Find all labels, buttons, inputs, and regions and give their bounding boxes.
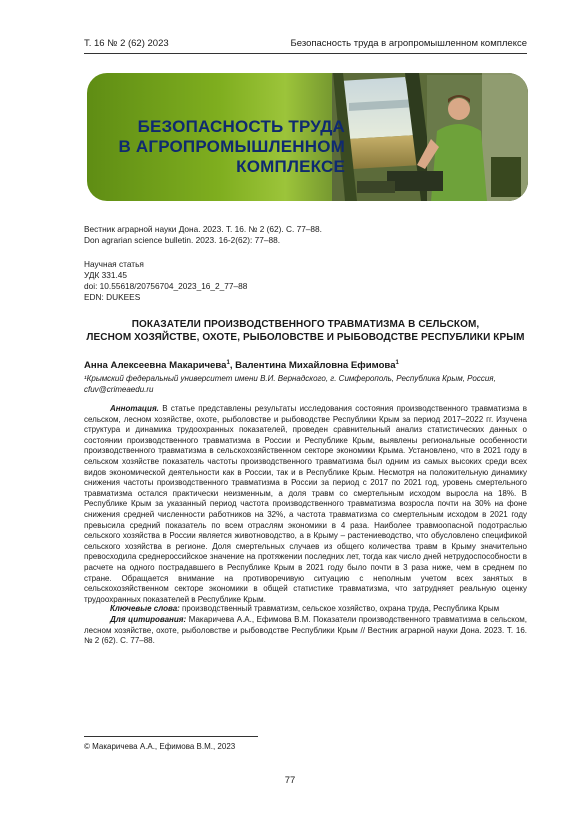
bulletin-reference (84, 224, 322, 246)
abstract-label: Аннотация. (110, 404, 159, 413)
banner-title-line: КОМПЛЕКСЕ (236, 157, 345, 176)
author-list (84, 360, 399, 371)
keywords-label: Ключевые слова: (110, 604, 180, 613)
udk-code: УДК 331.45 (84, 270, 128, 280)
section-banner (87, 73, 528, 201)
article-title-line: ЛЕСНОМ ХОЗЯЙСТВЕ, ОХОТЕ, РЫБОЛОВСТВЕ И РЫБОВОДСТВЕ РЕСПУБЛИКИ КРЫМ (86, 332, 525, 343)
copyright-notice: © Макаричева А.А., Ефимова В.М., 2023 (84, 742, 236, 751)
banner-title-line: БЕЗОПАСНОСТЬ ТРУДА (137, 117, 345, 136)
affiliation-mark: 1 (395, 360, 399, 366)
article-title-line: ПОКАЗАТЕЛИ ПРОИЗВОДСТВЕННОГО ТРАВМАТИЗМА В СЕЛЬСКОМ, (131, 319, 480, 330)
keywords-text: производственный травматизм, сельское хозяйство, охрана труда, Республика Крым (179, 604, 500, 613)
article-title (84, 318, 527, 344)
banner-title (105, 117, 345, 177)
citation (84, 615, 527, 647)
page-number: 77 (284, 775, 296, 786)
article-meta (84, 259, 247, 303)
abstract-text: В статье представлены результаты исследования состояния производственного травматизма в сельском, лесном хозяйстве, охоте, рыболовстве и рыбоводстве Республики Крым за период 2017–2022 гг. Изучена структура и динамика трудоохранных показателей, проведен сравнительный анализ статистических данных о состоянии производственного травматизма в России и Республике Крым, выявлены региональные особенности производственного травматизма в сельскохозяйственном секторе экономики Крыма. Установлено, что в 2021 году в сельском хозяйстве показатель частоты производственного травматизма был одним из самых высоких среди всех видов экономической деятельности как в России, так и в Республике Крым. Несмотря на положительную динамику снижения частоты производственного травматизма в России за период с 2017 по 2021 год, уровень смертельного травматизма остался практически неизменным, а доля травм со смертельным исходом выросла на 18%. В Республике Крым за указанный период частота производственного травматизма возросла почти на 30% на фоне снижения средней численности работников на 32%, а частота травматизма со смертельным исходом в 2021 году превысила средний показатель по всем отраслям экономики в 4 раза. Наиболее травмоопасной подотраслью сельского хозяйства в России является животноводство, а в Крыму – растениеводство, что обусловлено спецификой сельского хозяйства в регионе. Доля смертельных случаев из общего количества травм в Крыму значительно превосходила среднероссийское значение на протяжении последних лет, тогда как число дней нетрудоспособности в расчете на одного пострадавшего в Республике Крым в 2021 году было почти в 3 раза ниже, чем в среднем по стране. Обращается внимание на противоречивую ситуацию с неполным учетом всех занятых в сельскохозяйственном секторе экономики в общей статистике травматизма, что затрудняет реальную оценку трудоохранных показателей в Республике Крым. (84, 404, 527, 604)
citation-text: Макаричева А.А., Ефимова В.М. Показатели производственного травматизма в сельском, лесном хозяйстве, охоте, рыболовстве и рыбоводстве Республики Крым // Вестник аграрной науки Дона. 2023. Т. 16. № 2 (62). С. 77–88. (84, 615, 527, 646)
edn-code: EDN: DUKEES (84, 292, 141, 302)
section-name: Безопасность труда в агропромышленном комплексе (290, 38, 527, 49)
citation-label: Для цитирования: (110, 615, 187, 624)
article-type: Научная статья (84, 259, 144, 269)
footnote-divider (84, 736, 258, 737)
bulletin-en: Don agrarian science bulletin. 2023. 16-2(62): 77–88. (84, 235, 281, 245)
affiliation-mark: 1 (226, 360, 230, 366)
author-separator: , (229, 360, 236, 372)
bulletin-ru: Вестник аграрной науки Дона. 2023. Т. 16. № 2 (62). С. 77–88. (84, 224, 322, 234)
keywords (84, 604, 527, 615)
header-divider (84, 53, 527, 54)
author-name: Анна Алексеевна Макаричева (84, 360, 227, 372)
banner-title-line: В АГРОПРОМЫШЛЕННОМ (118, 137, 345, 156)
author-name: Валентина Михайловна Ефимова (235, 360, 396, 372)
author-affiliation: ¹Крымский федеральный университет имени В.И. Вернадского, г. Симферополь, Республика Крым, Россия, cfuv@crimeaedu.ru (84, 374, 496, 394)
journal-issue: Т. 16 № 2 (62) 2023 (84, 38, 169, 49)
abstract (84, 404, 527, 605)
doi-link[interactable]: doi: 10.55618/20756704_2023_16_2_77–88 (84, 281, 248, 291)
